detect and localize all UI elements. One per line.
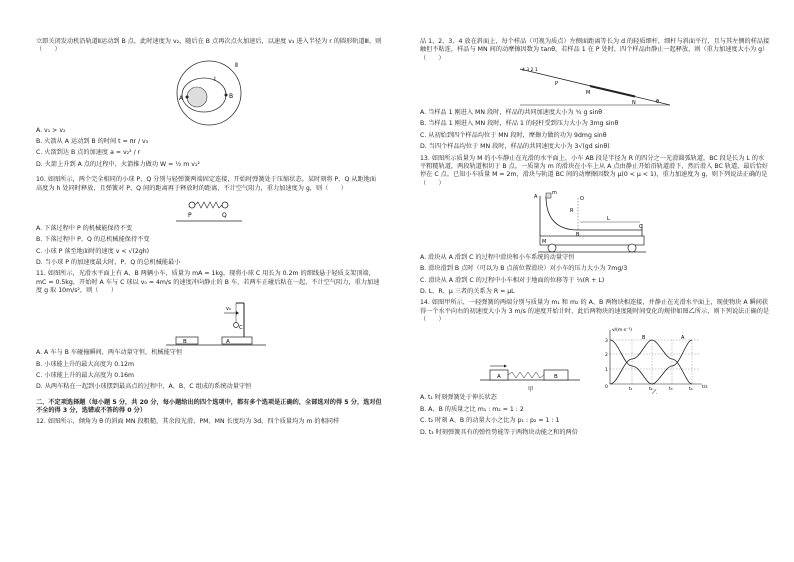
tick-y3: 3	[605, 339, 608, 345]
q14-option-c[interactable]: C. t₂ 时刻 A、B 的动量大小之比为 p₁ : p₂ = 1 : 1	[420, 417, 560, 425]
q11-option-c[interactable]: C. 小球能上升的最大高度为 0.16m	[36, 372, 135, 380]
curve-a	[610, 340, 692, 384]
q13-option-c[interactable]: C. 滑块从 A 滑到 C 的过程中小车相对于地面的位移等于 ⅔(R + L)	[420, 276, 605, 284]
label-r: R	[570, 207, 574, 214]
point-b	[225, 93, 228, 96]
slider-m	[546, 193, 551, 198]
label-c: C	[639, 223, 643, 230]
cart-b	[176, 337, 198, 344]
q10-options	[36, 225, 382, 267]
wheel-right	[628, 244, 636, 252]
label-curve-a: A	[681, 335, 685, 342]
tick-y2: 2	[605, 353, 608, 359]
q12-option-d[interactable]: D. 当四个样品均位于 MN 段时，样品的共同速度大小为 3√(gd sinθ)	[420, 143, 610, 151]
label-q: Q	[222, 211, 227, 219]
q10-stem: 10. 如图所示，两个完全相同的小球 P、Q 分别与轻弹簧两端固定连接，开始时弹簧处于压缩状态。某时刻将 P、Q 从距地面高度为 h 处同时释放，且弹簧对 P、Q 间的距离再于释放时的距离，不计空气阻力，重力加速度为 g，则（ ）	[36, 176, 377, 192]
label-yi: 乙	[652, 390, 658, 395]
q12-option-b[interactable]: B. 当样品 1 刚进入 MN 段时，样品 1 的轻杆受到压力大小为 3mg sinθ	[420, 120, 619, 128]
q10-option-a[interactable]: A. 下落过程中 P 的机械能保持不变	[36, 224, 133, 232]
ball-c	[234, 323, 239, 328]
label-orbit-ii: Ⅱ	[235, 61, 238, 69]
q8-option-a[interactable]: A. v₁ > v₂	[36, 126, 66, 134]
label-l: L	[607, 215, 610, 222]
ball-q	[222, 202, 228, 208]
q11-cart-figure	[36, 297, 382, 349]
q8-stem: 立即关闭发动机沿轨道Ⅱ运动到 B 点，此时速度为 v₂，随后在 B 点再次点火加速后，以速度 v₃ 进入半径为 r 的圆形轨道Ⅲ，则（ ）	[36, 38, 382, 54]
q13-stem: 13. 如图所示质量为 M 的小车静止在光滑的水平面上，小车 AB 段是半径为 R 的四分之一光滑圆弧轨道，BC 段是长为 L 的水平粗糙轨道，两段轨道相切于 B 点。一质量为 m 的滑块在小车上从 A 点由静止开始沿轨道滑下，然后滑入 BC 轨道，最后恰好停在 C 点。已知小车质量 M = 2m，滑块与轨道 BC 间的动摩擦因数为 μ(0 < μ < 1)，重力加速度为 g，则下列说法正确的是（ ）	[420, 154, 769, 187]
label-o: O	[580, 195, 584, 202]
q13-option-d[interactable]: D. L、R、μ 三者的关系为 R = μL	[420, 288, 515, 296]
ball-p	[189, 202, 195, 208]
q8-option-d[interactable]: D. 火箭上升到 A 点的过程中，火箭推力做功 W = ½ m v₁²	[36, 160, 200, 168]
label-cart-b: B	[183, 339, 187, 346]
q12-stem-continued: 品 1、2、3、4 放在斜面上，每个样品（可视为质点）左侧面距离等长为 d 的轻质细杆，细杆与斜面平行，且与其左侧的样品接触但不粘连，样品与 MN 间的动摩擦因数为 tanθ，若样品 1 在 P 处时，四个样品由静止一起释放，则（重力加速度大小为 g）（ ）	[420, 38, 770, 62]
q10-spring-figure	[36, 195, 382, 225]
label-x-axis: t/s	[702, 385, 708, 391]
q12-stem-start: 12. 如图所示，倾角为 θ 的斜面 MN 段粗糙，其余段光滑，PM、MN 长度均为 3d，四个质量均为 m 的相同样	[36, 417, 340, 425]
q14-option-a[interactable]: A. t₁ 时刻弹簧处于伸长状态	[420, 394, 497, 402]
earth	[187, 87, 207, 107]
q11-option-b[interactable]: B. 小球能上升的最大高度为 0.12m	[36, 360, 135, 368]
q13-option-a[interactable]: A. 滑块从 A 滑到 C 的过程中滑块和小车系统的动量守恒	[420, 253, 575, 261]
tick-t2: t₂	[649, 387, 653, 393]
q14-options	[420, 394, 770, 436]
q11-option-a[interactable]: A. A 车与 B 车碰撞瞬间，两车动量守恒，机械能守恒	[36, 349, 183, 357]
label-v0: v₀	[226, 306, 231, 313]
arrowhead-v-a	[504, 365, 507, 368]
q13-cart-figure	[420, 190, 770, 254]
label-block-a: A	[497, 374, 501, 381]
spring	[195, 202, 222, 208]
q8-option-b[interactable]: B. 火箭从 A 运动到 B 的时间 t = πr / v₃	[36, 138, 149, 146]
q10-option-d[interactable]: D. 当小球 P 的加速度最大时，P、Q 的总机械能最小	[36, 258, 181, 266]
label-a: A	[179, 94, 184, 102]
q11-option-d[interactable]: D. 从两车粘在一起到小球摆到最高点的过程中，A、B、C 组成的系统动量守恒	[36, 383, 252, 391]
label-orbit-i: Ⅰ	[214, 75, 216, 83]
q11-options	[36, 349, 382, 391]
q14-option-b[interactable]: B. A、B 的质量之比 m₁ : m₂ = 1 : 2	[420, 405, 524, 413]
q12-incline-figure	[420, 65, 770, 109]
q10-option-c[interactable]: C. 小球 P 落至地面时的速度 v < √(2gh)	[36, 247, 150, 255]
q8-options	[36, 127, 382, 169]
tick-t3: t₃	[669, 387, 673, 393]
section-heading: 二、不定项选择题（每小题 5 分，共 20 分，每小题给出的四个选项中，都有多个选项是正确的，全部选对的得 5 分，选对但不全的得 3 分，选错或不答的得 0 分）	[36, 398, 382, 415]
label-sample-numbers: 4 3 2 1	[522, 68, 538, 74]
label-a: A	[534, 193, 538, 200]
label-cart-a: A	[226, 339, 230, 346]
q12-option-a[interactable]: A. 当样品 1 刚进入 MN 段时，样品的共同加速度大小为 ¾ g sinθ	[420, 109, 603, 117]
cart-body	[540, 236, 644, 245]
label-block-b: B	[554, 374, 558, 381]
right-column	[420, 38, 770, 440]
q14-option-d[interactable]: D. t₃ 时刻弹簧具有的弹性势能等于两物块动能之和的两倍	[420, 428, 578, 436]
label-y-axis: v/(m·s⁻¹)	[612, 328, 633, 334]
q12-option-c[interactable]: C. 从初始到四个样品均位于 MN 段时，摩擦力做的功为 9dmg sinθ	[420, 131, 607, 139]
wheel-left	[548, 244, 556, 252]
label-b: B	[229, 92, 234, 100]
label-curve-b: B	[642, 335, 646, 342]
point-a	[186, 95, 189, 98]
label-ball-c: C	[239, 325, 243, 332]
q14-stem: 14. 如图甲所示，一轻弹簧的两端分别与质量为 m₁ 和 m₂ 的 A、B 两物块相连接，并静止在光滑水平面上，现使物块 A 瞬间获得一个水平向右的初速度大小为 3 m/s 的速度开始计时，此后两物块的速度随时间变化的规律如图乙所示，则下列说法正确的是（ ）	[420, 299, 770, 324]
q13-option-b[interactable]: B. 滑块滑到 B 点时（可以为 B 点前位置滑块）对小车的压力大小为 7mg/3	[420, 265, 628, 273]
label-p: P	[188, 211, 192, 219]
q11-stem: 11. 如图所示，光滑水平面上有 A、B 两辆小车，质量为 mA = 1kg，现将小球 C 用长为 0.2m 的细线悬于轻质支架顶端，mC = 0.5kg，开始时 A 车与 C 球以 v₀ = 4m/s 的速度冲向静止的 B 车，若两车正碰后粘在一起，不计空气阻力，重力加速度 g 取 10m/s²，则（ ）	[36, 270, 380, 295]
label-jia: 甲	[528, 387, 534, 394]
spring-jia	[508, 372, 544, 378]
label-m: m	[552, 189, 557, 196]
curve-b	[610, 340, 692, 384]
label-m: M	[586, 90, 591, 97]
label-n: N	[632, 100, 636, 107]
label-p: P	[555, 81, 559, 88]
left-column	[36, 38, 382, 428]
q8-orbit-figure	[36, 57, 382, 127]
q14-figure	[420, 326, 770, 394]
label-cart-m: M	[542, 238, 547, 245]
tick-y1: 1	[605, 368, 608, 374]
velocity-arrowhead	[236, 311, 239, 315]
tick-t4: t₄	[689, 387, 693, 393]
q13-options	[420, 254, 770, 296]
q10-option-b[interactable]: B. 下落过程中 P、Q 的总机械能保持不变	[36, 236, 150, 244]
label-theta: θ	[656, 99, 660, 106]
q12-options	[420, 109, 770, 151]
tick-t1: t₁	[629, 387, 633, 393]
q8-option-c[interactable]: C. 火箭到达 B 点的加速度 a = v₂² / r	[36, 149, 141, 157]
tick-origin: 0	[605, 385, 608, 391]
label-b: B	[576, 231, 580, 238]
rough-segment	[590, 86, 635, 97]
